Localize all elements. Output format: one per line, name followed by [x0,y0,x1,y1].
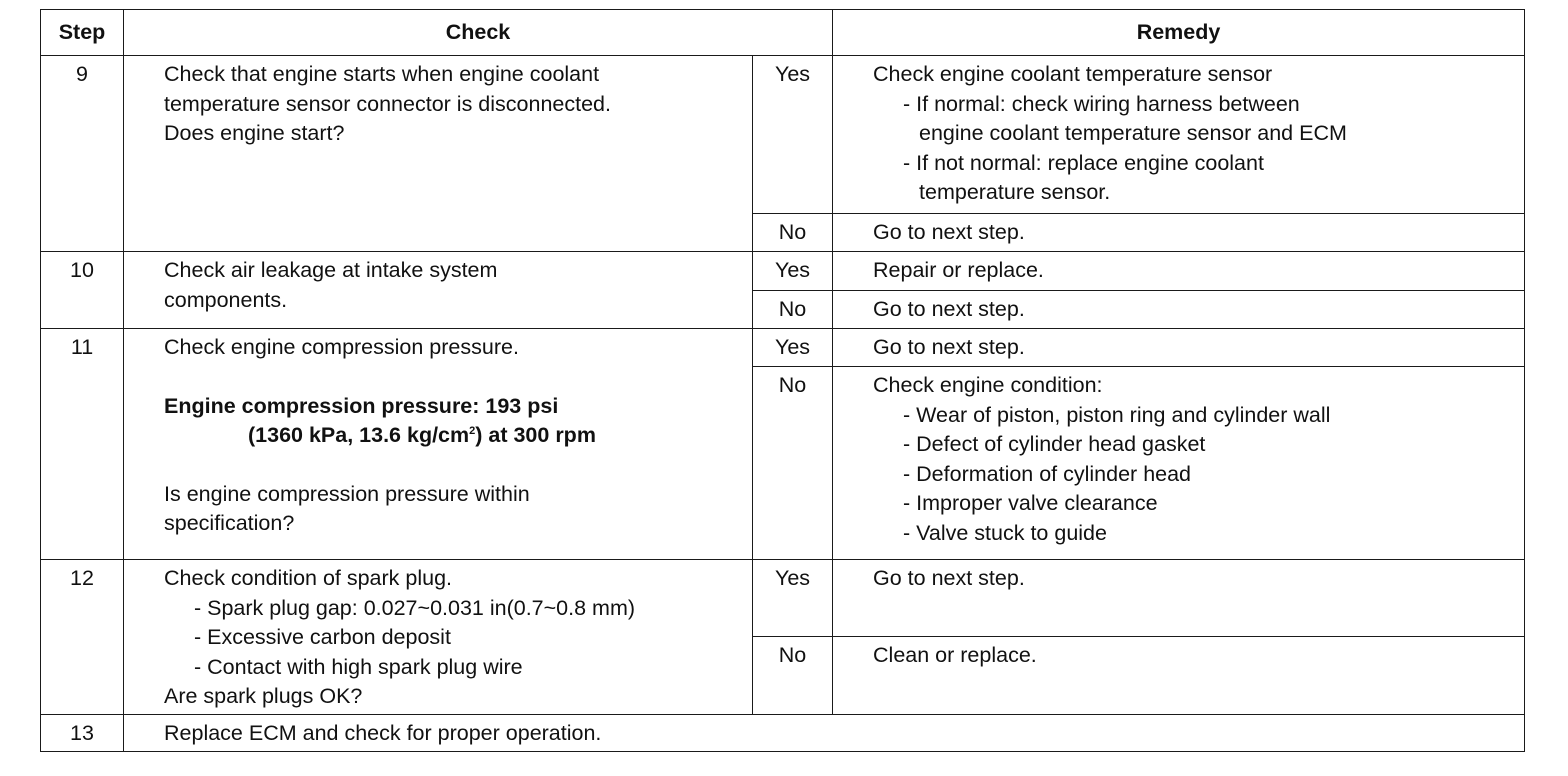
yes-label: Yes [753,560,833,637]
step-10-no-remedy: Go to next step. [833,291,1525,329]
check-question: Are spark plugs OK? [164,684,363,708]
step-13-check: Replace ECM and check for proper operation. [124,715,1525,752]
spec-superscript: 2 [469,424,476,437]
remedy-bullet: - Defect of cylinder head gasket [903,432,1206,456]
step-11-yes-remedy: Go to next step. [833,329,1525,367]
check-text: temperature sensor connector is disconnected. [164,91,611,116]
remedy-bullet: - Valve stuck to guide [903,520,1107,545]
remedy-text: Check engine condition: [873,373,1103,397]
check-question: Does engine start? [164,121,345,145]
step-12-yes-remedy: Go to next step. [833,560,1525,637]
check-bullet: - Contact with high spark plug wire [194,654,523,679]
spec-text: (1360 kPa, 13.6 kg/cm [248,423,470,447]
step-number: 11 [41,329,124,560]
check-text: Check engine compression pressure. [164,335,519,359]
remedy-text: Check engine coolant temperature sensor [873,62,1273,86]
remedy-bullet: - Improper valve clearance [903,491,1158,515]
spec-text: ) at 300 rpm [475,423,596,447]
no-label: No [753,637,833,715]
step-9-no-remedy: Go to next step. [833,214,1525,252]
remedy-text: engine coolant temperature sensor and ECM [919,121,1347,145]
step-10-yes-row [41,252,1525,291]
yes-label: Yes [753,56,833,214]
step-11-check [124,329,753,560]
step-12-no-remedy: Clean or replace. [833,637,1525,715]
step-10-yes-remedy: Repair or replace. [833,252,1525,291]
step-11-yes-row [41,329,1525,367]
header-check: Check [124,10,833,56]
step-12-yes-row [41,560,1525,637]
check-text: components. [164,287,288,312]
header-step: Step [41,10,124,56]
step-number: 12 [41,560,124,715]
spec-line: Engine compression pressure: 193 psi [164,393,559,418]
check-bullet: - Excessive carbon deposit [194,625,451,649]
step-13-row [41,715,1525,752]
step-number: 13 [41,715,124,752]
header-remedy: Remedy [833,10,1525,56]
spacer [164,363,742,392]
step-10-check [124,252,753,329]
remedy-bullet: - Deformation of cylinder head [903,461,1192,486]
remedy-bullet: - If normal: check wiring harness between [903,91,1300,116]
yes-label: Yes [753,252,833,291]
step-12-check [124,560,753,715]
remedy-text: temperature sensor. [919,180,1111,204]
step-number: 10 [41,252,124,329]
check-bullet: - Spark plug gap: 0.027~0.031 in(0.7~0.8 mm) [194,595,636,620]
check-text: Check that engine starts when engine coolant [164,62,600,86]
check-text: Check air leakage at intake system [164,258,498,282]
no-label: No [753,214,833,252]
step-number: 9 [41,56,124,252]
step-9-check [124,56,753,252]
no-label: No [753,291,833,329]
check-question: specification? [164,511,295,535]
header-row [41,10,1525,56]
no-label: No [753,367,833,560]
spacer [164,451,742,480]
check-question: Is engine compression pressure within [164,481,530,506]
remedy-bullet: - Wear of piston, piston ring and cylinder wall [903,402,1331,427]
step-9-yes-remedy [833,56,1525,214]
troubleshooting-table [40,9,1525,752]
spec-line [164,421,742,451]
check-text: Check condition of spark plug. [164,566,453,590]
yes-label: Yes [753,329,833,367]
remedy-bullet: - If not normal: replace engine coolant [903,150,1264,175]
step-9-yes-row [41,56,1525,214]
step-11-no-remedy [833,367,1525,560]
